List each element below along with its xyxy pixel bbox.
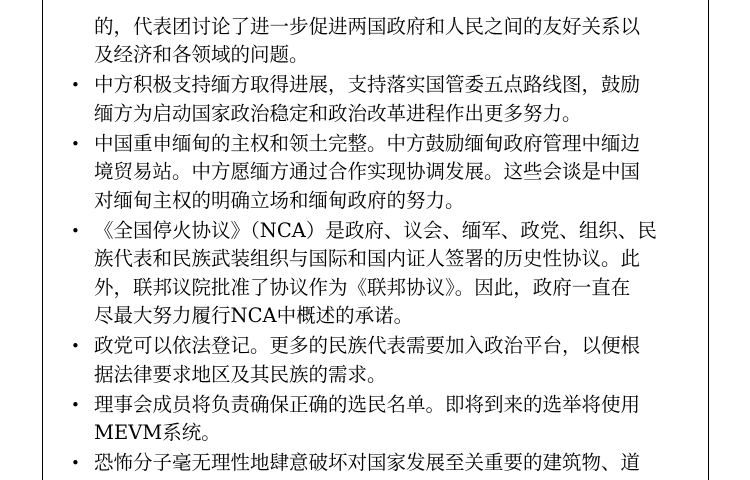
text-line: MEVM系统。	[94, 421, 221, 444]
text-line: 《全国停火协议》（NCA）是政府、议会、缅军、政党、组织、民	[94, 218, 657, 242]
text-line: 族代表和民族武装组织与国际和国内证人签署的历史性协议。此	[94, 247, 641, 270]
text-line: 对缅甸主权的明确立场和缅甸政府的努力。	[94, 188, 465, 212]
text-line: 据法律要求地区及其民族的需求。	[94, 362, 387, 386]
text-line: 缅方为启动国家政治稳定和政治改革进程作出更多努力。	[94, 101, 582, 125]
text-line: 恐怖分子毫无理性地肆意破坏对国家发展至关重要的建筑物、道	[94, 451, 641, 474]
list-item	[0, 332, 750, 389]
bullet-icon: •	[71, 395, 80, 414]
text-line: 理事会成员将负责确保正确的选民名单。即将到来的选举将使用	[94, 392, 641, 416]
bullet-icon: •	[71, 76, 80, 94]
list-item	[0, 71, 750, 128]
list-item	[0, 391, 750, 448]
text-line: 中方积极支持缅方取得进展，支持落实国管委五点路线图，鼓励	[94, 73, 641, 96]
list-item	[0, 0, 750, 70]
text-line: 境贸易站。中方愿缅方通过合作实现协调发展。这些会谈是中国	[94, 160, 641, 183]
text-line: 政党可以依法登记。更多的民族代表需要加入政治平台，以便根	[94, 334, 641, 357]
list-item	[0, 130, 750, 216]
text-line: 外，联邦议院批准了协议作为《联邦协议》。因此，政府一直在	[94, 275, 631, 299]
list-item	[0, 217, 750, 331]
bullet-icon: •	[71, 454, 80, 472]
text-line: 尽最大努力履行NCA中概述的承诺。	[94, 304, 414, 327]
text-line: 的，代表团讨论了进一步促进两国政府和人民之间的友好关系以	[94, 14, 641, 38]
bullet-icon: •	[71, 134, 80, 153]
text-line: 中国重申缅甸的主权和领土完整。中方鼓励缅甸政府管理中缅边	[94, 131, 641, 155]
bullet-icon: •	[71, 337, 80, 355]
bullet-icon: •	[71, 221, 80, 240]
text-line: 及经济和各领域的问题。	[94, 43, 309, 66]
list-item	[0, 449, 750, 478]
